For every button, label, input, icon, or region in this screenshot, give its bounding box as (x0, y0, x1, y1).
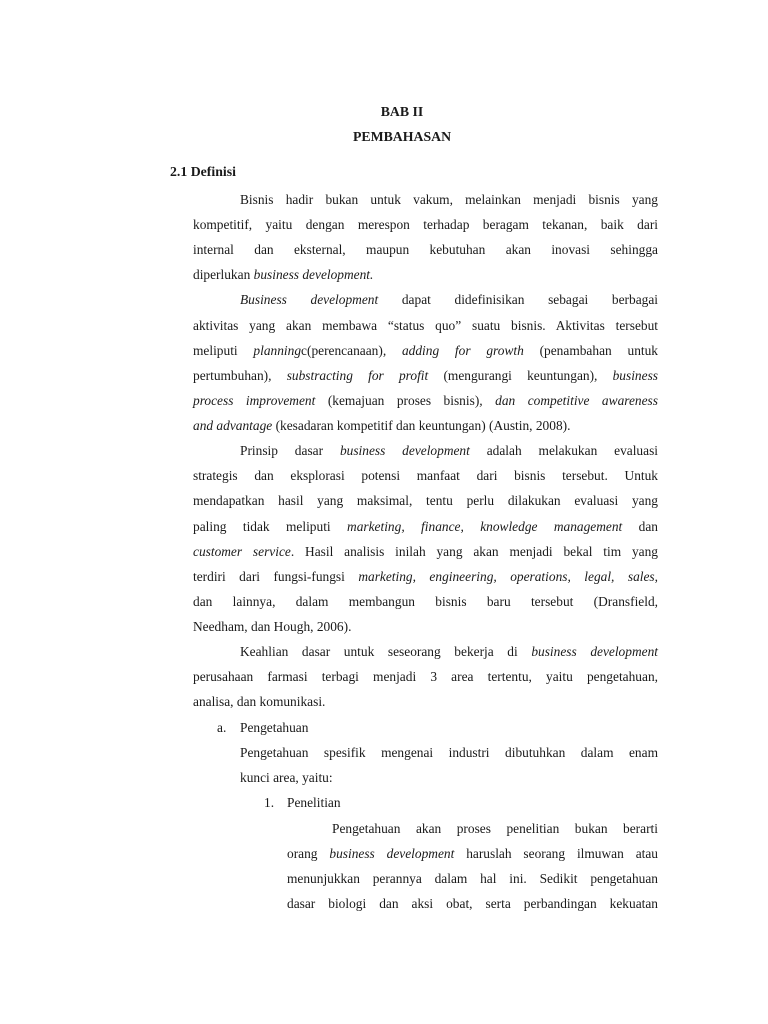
list-item-heading: Penelitian (287, 795, 341, 810)
paragraph-line: diperlukan business development. (193, 267, 374, 282)
paragraph-line: Keahlian dasar untuk seseorang bekerja di business development (240, 644, 658, 659)
paragraph-line: menunjukkan perannya dalam hal ini. Sedikit pengetahuan (287, 871, 658, 886)
list-item-heading: Pengetahuan (240, 720, 309, 735)
paragraph-line: analisa, dan komunikasi. (193, 694, 326, 709)
paragraph-line: dasar biologi dan aksi obat, serta perbandingan kekuatan (287, 896, 658, 911)
paragraph-line: aktivitas yang akan membawa “status quo” suatu bisnis. Aktivitas tersebut (193, 318, 658, 333)
paragraph-line: perusahaan farmasi terbagi menjadi 3 area tertentu, yaitu pengetahuan, (193, 669, 658, 684)
paragraph-line: meliputi planningc(perencanaan), adding for growth (penambahan untuk (193, 343, 658, 358)
paragraph-line: strategis dan eksplorasi potensi manfaat dari bisnis tersebut. Untuk (193, 468, 658, 483)
paragraph-line: orang business development haruslah seorang ilmuwan atau (287, 846, 658, 861)
paragraph-line: mendapatkan hasil yang maksimal, tentu perlu dilakukan evaluasi yang (193, 493, 658, 508)
paragraph-line: paling tidak meliputi marketing, finance, knowledge management dan (193, 519, 658, 534)
paragraph-line: dan lainnya, dalam membangun bisnis baru tersebut (Dransfield, (193, 594, 658, 609)
paragraph-line: process improvement (kemajuan proses bisnis), dan competitive awareness (193, 393, 658, 408)
list-marker-a: a. (217, 720, 227, 735)
paragraph-line: Business development dapat didefinisikan sebagai berbagai (240, 292, 658, 307)
paragraph-line: Pengetahuan akan proses penelitian bukan berarti (332, 821, 658, 836)
paragraph-line: Prinsip dasar business development adalah melakukan evaluasi (240, 443, 659, 458)
list-marker-1: 1. (264, 795, 275, 810)
chapter-title: PEMBAHASAN (352, 129, 452, 144)
paragraph-line: terdiri dari fungsi-fungsi marketing, engineering, operations, legal, sales, (193, 569, 658, 584)
paragraph-line: internal dan eksternal, maupun kebutuhan akan inovasi sehingga (193, 242, 658, 257)
paragraph-line: and advantage (kesadaran kompetitif dan keuntungan) (Austin, 2008). (193, 418, 571, 433)
paragraph-line: Bisnis hadir bukan untuk vakum, melainkan menjadi bisnis yang (240, 192, 658, 207)
paragraph-line: Pengetahuan spesifik mengenai industri dibutuhkan dalam enam (240, 745, 658, 760)
paragraph-line: kompetitif, yaitu dengan merespon terhadap beragam tekanan, baik dari (193, 217, 658, 232)
section-heading: 2.1 Definisi (170, 164, 236, 179)
paragraph-line: Needham, dan Hough, 2006). (193, 619, 352, 634)
paragraph-line: customer service. Hasil analisis inilah yang akan menjadi bekal tim yang (193, 544, 659, 559)
paragraph-line: pertumbuhan), substracting for profit (mengurangi keuntungan), business (193, 368, 658, 383)
chapter-label: BAB II (380, 104, 424, 119)
paragraph-line: kunci area, yaitu: (240, 770, 333, 785)
